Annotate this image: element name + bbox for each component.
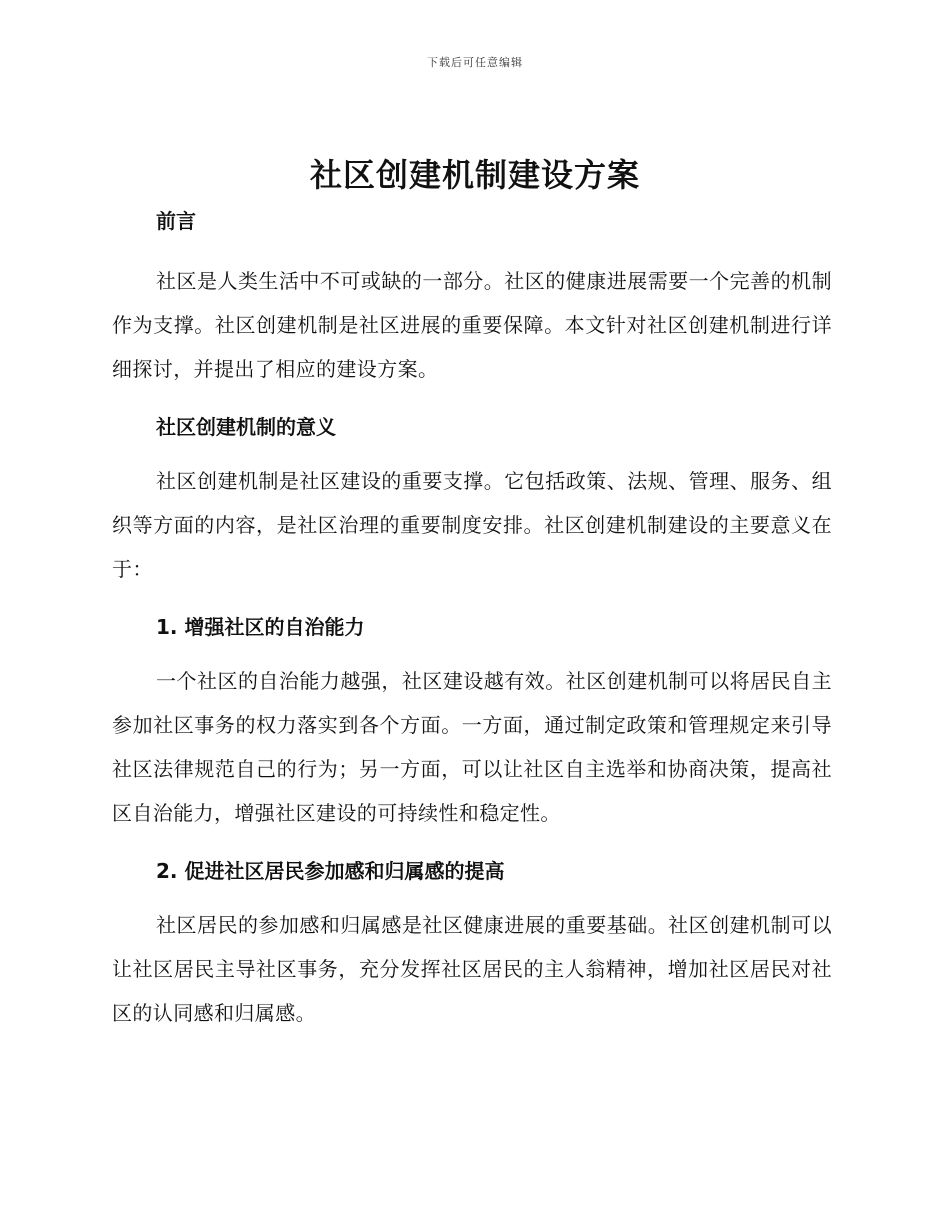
section-heading-significance: 社区创建机制的意义 [156,415,336,439]
header-note: 下载后可任意编辑 [427,56,523,69]
document-body [112,203,832,1035]
section-paragraph-significance: 社区创建机制是社区建设的重要支撑。它包括政策、法规、管理、服务、组织等方面的内容，是社区治理的重要制度安排。社区创建机制建设的主要意义在于： [112,469,832,581]
section-heading-preface: 前言 [156,209,196,233]
section-heading-autonomy: 1. 增强社区的自治能力 [156,615,365,639]
section-paragraph-autonomy: 一个社区的自治能力越强，社区建设越有效。社区创建机制可以将居民自主参加社区事务的权力落实到各个方面。一方面，通过制定政策和管理规定来引导社区法律规范自己的行为；另一方面，可以让社区自主选举和协商决策，提高社区自治能力，增强社区建设的可持续性和稳定性。 [112,669,832,825]
document-title: 社区创建机制建设方案 [309,156,640,194]
section-paragraph-participation: 社区居民的参加感和归属感是社区健康进展的重要基础。社区创建机制可以让社区居民主导社区事务，充分发挥社区居民的主人翁精神，增加社区居民对社区的认同感和归属感。 [112,913,832,1025]
section-heading-participation: 2. 促进社区居民参加感和归属感的提高 [156,859,505,883]
section-paragraph-preface: 社区是人类生活中不可或缺的一部分。社区的健康进展需要一个完善的机制作为支撑。社区创建机制是社区进展的重要保障。本文针对社区创建机制进行详细探讨，并提出了相应的建设方案。 [112,269,832,381]
